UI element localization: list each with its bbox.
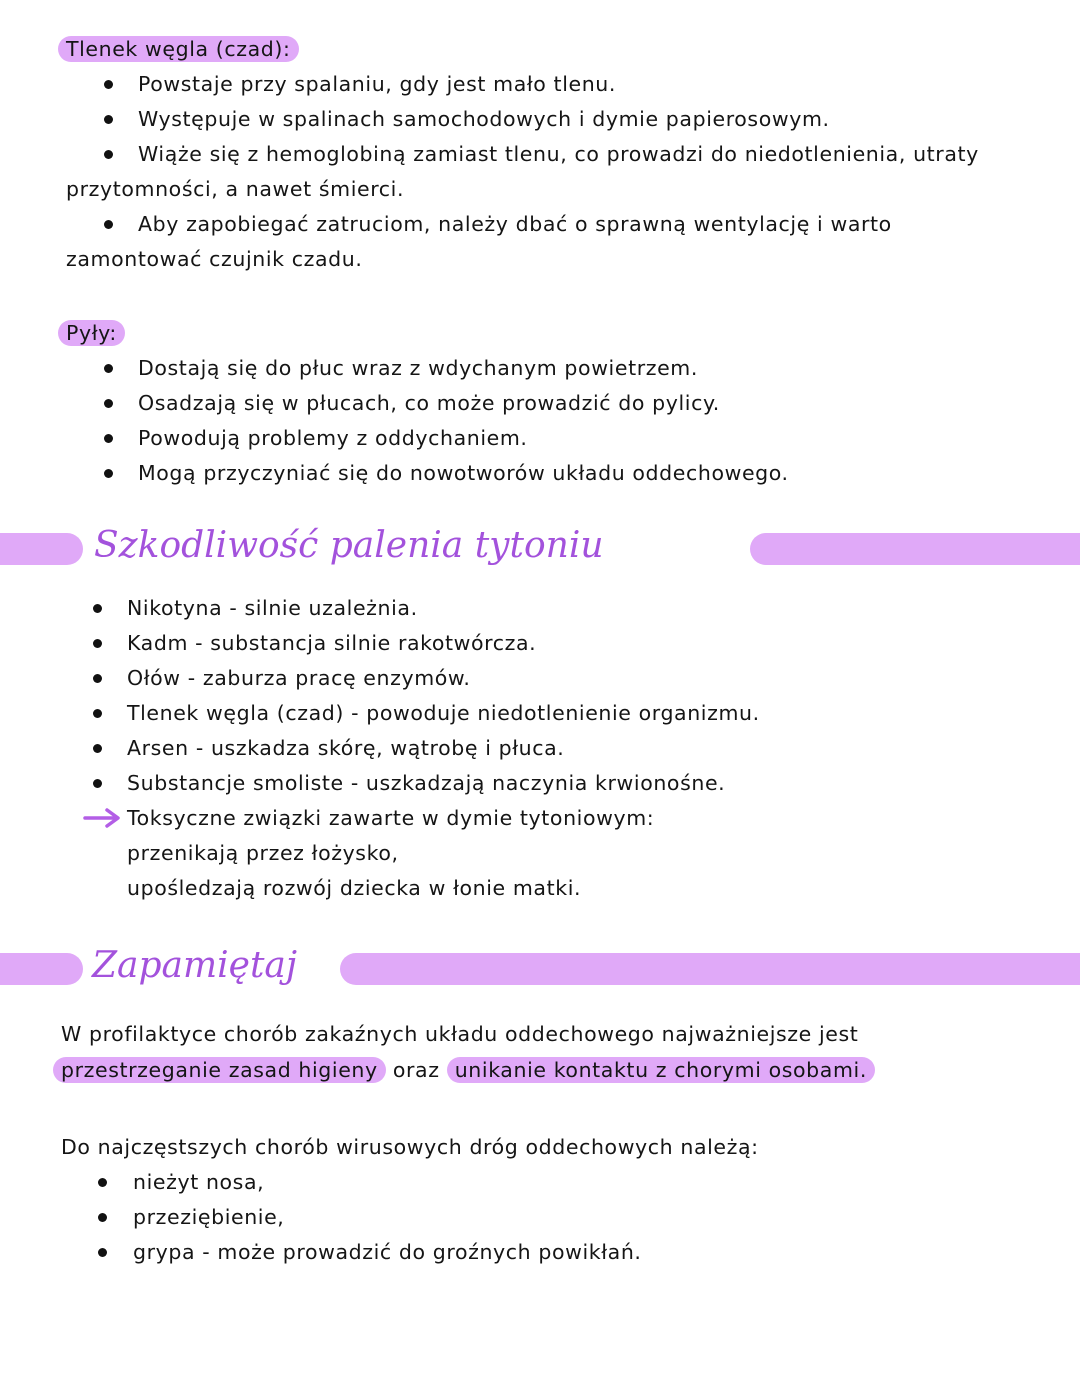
highlight-hygiene: przestrzeganie zasad higieny [53, 1057, 386, 1083]
header-band-left [0, 953, 83, 985]
heading-pyly: Pyły: [58, 318, 125, 348]
paragraph-connector: oraz [392, 1058, 440, 1082]
section-title-tyton: Szkodliwość palenia tytoniu [94, 525, 604, 566]
list-item: przeziębienie, [133, 1205, 285, 1229]
header-band-right [750, 533, 1080, 565]
bullet-icon [104, 399, 113, 408]
bullet-icon [93, 779, 102, 788]
list-item: Kadm - substancja silnie rakotwórcza. [127, 631, 537, 655]
bullet-icon [104, 115, 113, 124]
bullet-icon [93, 639, 102, 648]
list-item-continuation: zamontować czujnik czadu. [66, 247, 363, 271]
bullet-icon [98, 1248, 107, 1257]
arrow-note: Toksyczne związki zawarte w dymie tytoniowym: [127, 806, 655, 830]
list-item: Tlenek węgla (czad) - powoduje niedotlenienie organizmu. [127, 701, 760, 725]
section-title-zapamietaj: Zapamiętaj [92, 945, 298, 986]
list-item: Ołów - zaburza pracę enzymów. [127, 666, 471, 690]
heading-czad: Tlenek węgla (czad): [58, 34, 299, 64]
header-band-right [340, 953, 1080, 985]
bullet-icon [93, 604, 102, 613]
list-item: Nikotyna - silnie uzależnia. [127, 596, 418, 620]
list-item: Powodują problemy z oddychaniem. [138, 426, 528, 450]
bullet-icon [93, 674, 102, 683]
list-item: Występuje w spalinach samochodowych i dymie papierosowym. [138, 107, 830, 131]
arrow-right-icon [82, 807, 122, 829]
arrow-note-line: upośledzają rozwój dziecka w łonie matki. [127, 876, 582, 900]
list-item: Mogą przyczyniać się do nowotworów układu oddechowego. [138, 461, 789, 485]
list-item: Dostają się do płuc wraz z wdychanym powietrzem. [138, 356, 698, 380]
list-item: Osadzają się w płucach, co może prowadzić do pylicy. [138, 391, 720, 415]
header-band-left [0, 533, 83, 565]
list-item: nieżyt nosa, [133, 1170, 265, 1194]
paragraph-line: W profilaktyce chorób zakaźnych układu oddechowego najważniejsze jest [61, 1022, 859, 1046]
list-item: Powstaje przy spalaniu, gdy jest mało tlenu. [138, 72, 617, 96]
bullet-icon [98, 1178, 107, 1187]
paragraph-line-highlighted [53, 1055, 875, 1085]
list-item: Wiąże się z hemoglobiną zamiast tlenu, co prowadzi do niedotlenienia, utraty [138, 142, 979, 166]
bullet-icon [93, 744, 102, 753]
bullet-icon [104, 220, 113, 229]
bullet-icon [93, 709, 102, 718]
bullet-icon [104, 364, 113, 373]
bullet-icon [104, 469, 113, 478]
bullet-icon [104, 80, 113, 89]
intro-text: Do najczęstszych chorób wirusowych dróg oddechowych należą: [61, 1135, 759, 1159]
list-item: grypa - może prowadzić do groźnych powikłań. [133, 1240, 642, 1264]
list-item: Aby zapobiegać zatruciom, należy dbać o sprawną wentylację i warto [138, 212, 892, 236]
list-item: Arsen - uszkadza skórę, wątrobę i płuca. [127, 736, 565, 760]
list-item-continuation: przytomności, a nawet śmierci. [66, 177, 405, 201]
list-item: Substancje smoliste - uszkadzają naczynia krwionośne. [127, 771, 726, 795]
arrow-note-line: przenikają przez łożysko, [127, 841, 399, 865]
bullet-icon [104, 150, 113, 159]
highlight-avoid-contact: unikanie kontaktu z chorymi osobami. [447, 1057, 875, 1083]
bullet-icon [104, 434, 113, 443]
bullet-icon [98, 1213, 107, 1222]
